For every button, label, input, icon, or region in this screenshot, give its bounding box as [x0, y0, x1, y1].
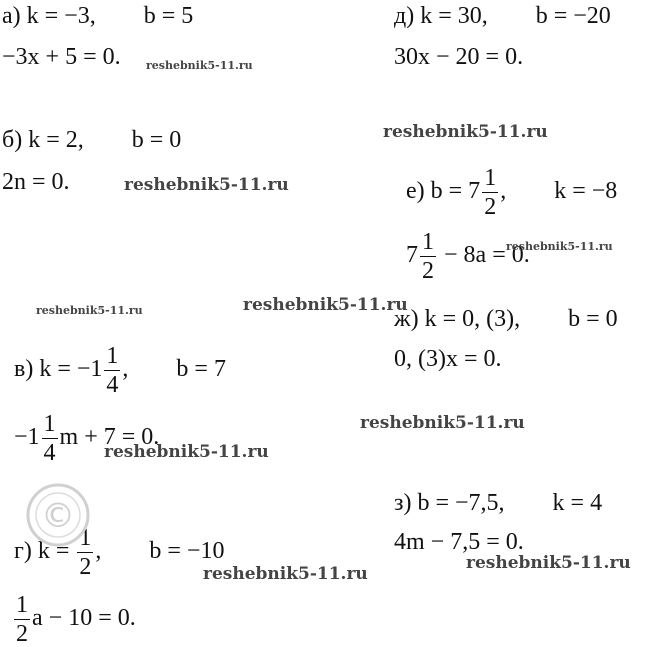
fraction-numerator: 1 — [106, 343, 119, 369]
task-g-line1-text: г) k = — [14, 538, 76, 565]
task-e-line1-text: е) b = 7 — [406, 178, 481, 205]
task-z-line2: 4m − 7,5 = 0. — [394, 529, 524, 555]
fraction-numerator: 1 — [16, 592, 28, 618]
task-v-line2-tail: m + 7 = 0. — [59, 424, 160, 451]
task-g-line1-tail: , b = −10 — [95, 538, 225, 565]
task-a-line1: а) k = −3, b = 5 — [2, 3, 194, 29]
task-e-line1-tail: , k = −8 — [500, 178, 618, 205]
task-v-line1-tail: , b = 7 — [122, 356, 226, 383]
fraction-numerator: 1 — [43, 411, 56, 437]
fraction-denominator: 2 — [484, 194, 497, 220]
fraction-denominator: 2 — [16, 621, 28, 647]
watermark: reshebnik5-11.ru — [243, 295, 408, 315]
fraction-numerator: 1 — [484, 165, 497, 191]
watermark: reshebnik5-11.ru — [203, 564, 368, 584]
fraction-numerator: 1 — [422, 229, 434, 255]
watermark: reshebnik5-11.ru — [36, 304, 143, 317]
copyright-seal-icon — [18, 470, 98, 560]
task-d-line2: 30x − 20 = 0. — [394, 44, 524, 70]
task-g-line2-tail: a − 10 = 0. — [32, 605, 136, 632]
fraction-denominator: 2 — [422, 258, 434, 284]
watermark: reshebnik5-11.ru — [360, 413, 525, 433]
task-g-line2 — [0, 565, 136, 646]
task-e-line2-text: 7 — [406, 242, 418, 269]
watermark: reshebnik5-11.ru — [506, 240, 613, 253]
task-z-line1: з) b = −7,5, k = 4 — [394, 490, 603, 516]
watermark: reshebnik5-11.ru — [466, 553, 631, 573]
watermark: reshebnik5-11.ru — [104, 442, 269, 462]
fraction-numerator: 1 — [79, 525, 92, 551]
seal-glyph: © — [41, 496, 75, 536]
fraction-denominator: 2 — [79, 554, 92, 580]
watermark: reshebnik5-11.ru — [383, 122, 548, 142]
watermark: reshebnik5-11.ru — [146, 59, 253, 72]
task-zh-line2: 0, (3)x = 0. — [394, 346, 502, 372]
task-b-line2: 2n = 0. — [2, 169, 70, 195]
task-d-line1: д) k = 30, b = −20 — [394, 3, 611, 29]
watermark: reshebnik5-11.ru — [124, 175, 289, 195]
fraction-denominator: 4 — [43, 440, 56, 466]
task-zh-line1: ж) k = 0, (3), b = 0 — [394, 306, 618, 332]
fraction-denominator: 4 — [106, 372, 119, 398]
fraction — [14, 593, 30, 646]
task-v-line1-text: в) k = −1 — [14, 356, 103, 383]
task-v-line2-text: −1 — [14, 424, 40, 451]
fraction — [42, 412, 58, 465]
task-a-line2: −3x + 5 = 0. — [2, 44, 121, 70]
task-b-line1: б) k = 2, b = 0 — [2, 127, 182, 153]
fraction — [420, 230, 436, 283]
task-e-line2-tail: − 8a = 0. — [438, 242, 530, 269]
